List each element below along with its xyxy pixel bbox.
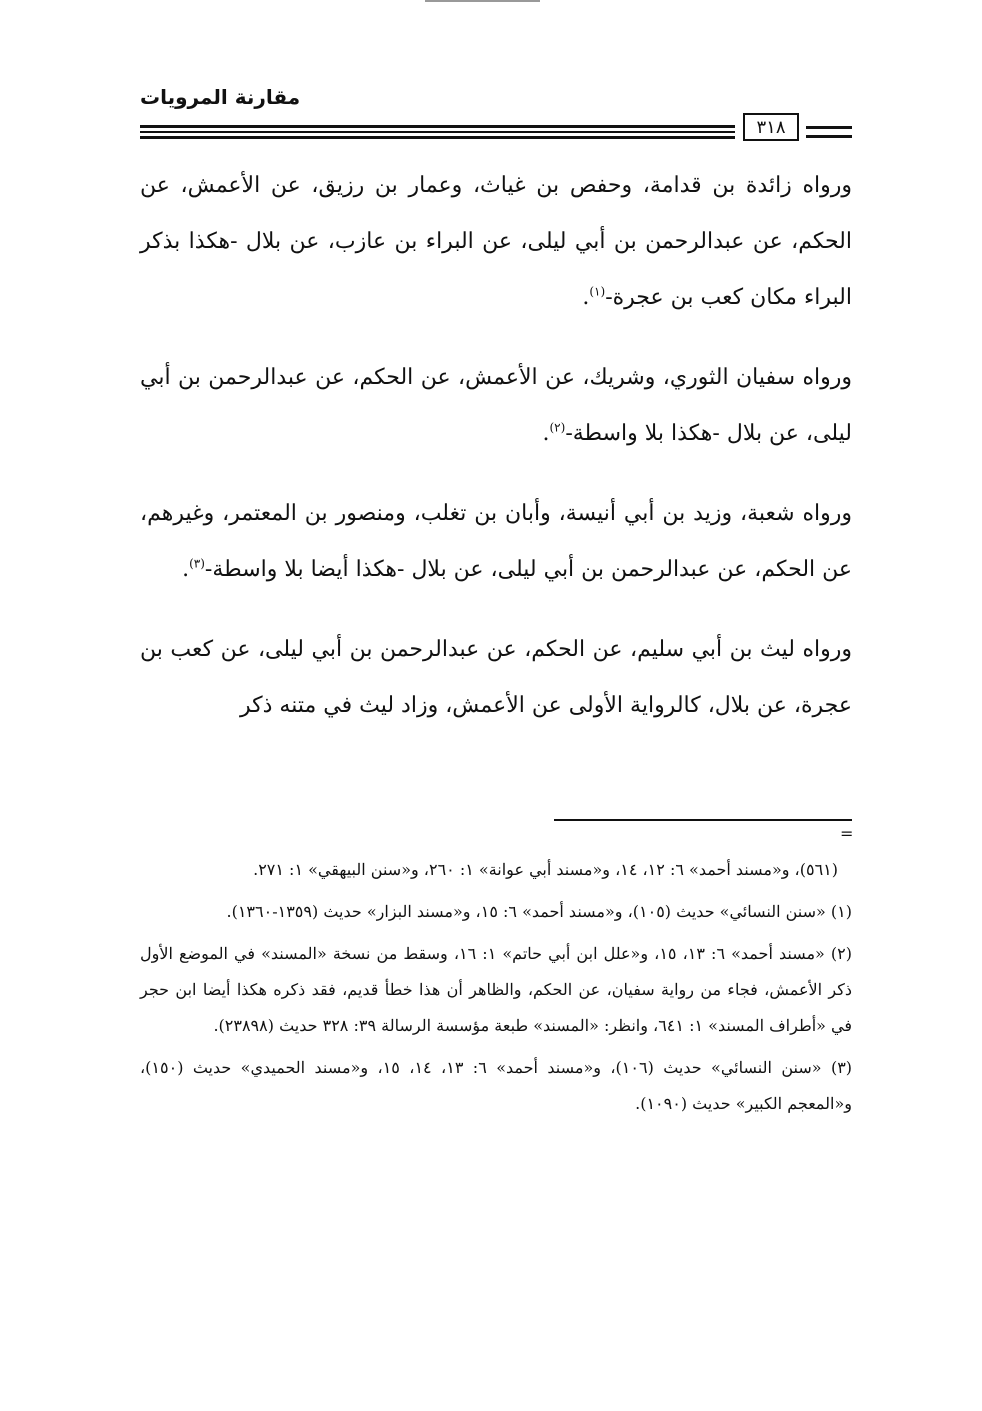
page-header bbox=[140, 85, 852, 145]
footnotes bbox=[140, 852, 852, 1128]
footnote-carryover: (٥٦١)، و«مسند أحمد» ٦: ١٢، ١٤، و«مسند أبي عوانة» ١: ٢٦٠، و«سنن البيهقي» ١: ٢٧١. bbox=[253, 860, 838, 879]
footnote: (٣) «سنن النسائي» حديث (١٠٦)، و«مسند أحمد» ٦: ١٣، ١٤، ١٥، و«مسند الحميدي» حديث (١٥٠)، و«المعجم الكبير» حديث (١٠٩٠). bbox=[140, 1058, 853, 1113]
header-rule bbox=[140, 131, 735, 133]
main-text bbox=[140, 158, 852, 734]
footnote: (٢) «مسند أحمد» ٦: ١٣، ١٥، و«علل ابن أبي حاتم» ١: ١٦، وسقط من نسخة «المسند» في الموضع الأول ذكر الأعمش، فجاء من رواية سفيان، عن الحكم، والظاهر أن هذا خطأ قديم، فقد ذكره هكذا أيضا ابن حجر في «أطراف المسند» ١: ٦٤١، وانظر: «المسند» طبعة مؤسسة الرسالة ٣٩: ٣٢٨ حديث (٢٣٨٩٨). bbox=[140, 944, 852, 1035]
paragraph: ورواه سفيان الثوري، وشريك، عن الأعمش، عن الحكم، عن عبدالرحمن بن أبي ليلى، عن بلال -هكذا بلا واسطة-$^{(٢)}$. bbox=[140, 365, 852, 446]
continuation-mark: = bbox=[840, 824, 854, 843]
footnote: (١) «سنن النسائي» حديث (١٠٥)، و«مسند أحمد» ٦: ١٥، و«مسند البزار» حديث (١٣٥٩-١٣٦٠). bbox=[226, 902, 852, 921]
paragraph: ورواه زائدة بن قدامة، وحفص بن غياث، وعمار بن رزيق، عن الأعمش، عن الحكم، عن عبدالرحمن بن أبي ليلى، عن البراء بن عازب، عن بلال -هكذا بذكر البراء مكان كعب بن عجرة-$^{(١)}$. bbox=[140, 173, 852, 310]
book-title: مقارنة المرويات bbox=[140, 85, 301, 109]
header-rule bbox=[140, 125, 735, 128]
header-rule bbox=[806, 135, 852, 138]
footnote-separator bbox=[554, 819, 852, 821]
paragraph: ورواه ليث بن أبي سليم، عن الحكم، عن عبدالرحمن بن أبي ليلى، عن كعب بن عجرة، عن بلال، كالرواية الأولى عن الأعمش، وزاد ليث في متنه ذكر bbox=[140, 637, 852, 718]
footnote-ref: (١) bbox=[589, 284, 606, 299]
paragraph: ورواه شعبة، وزيد بن أبي أنيسة، وأبان بن تغلب، ومنصور بن المعتمر، وغيرهم، عن الحكم، عن عبدالرحمن بن أبي ليلى، عن بلال -هكذا أيضا بلا واسطة-$^{(٣)}$. bbox=[140, 501, 852, 582]
header-rule bbox=[806, 126, 852, 129]
footnote-ref: (٣) bbox=[189, 556, 205, 571]
header-rule bbox=[140, 136, 735, 139]
page-number: ٣١٨ bbox=[743, 113, 799, 141]
footnote-ref: (٢) bbox=[549, 420, 566, 435]
scan-edge-line bbox=[425, 0, 540, 2]
